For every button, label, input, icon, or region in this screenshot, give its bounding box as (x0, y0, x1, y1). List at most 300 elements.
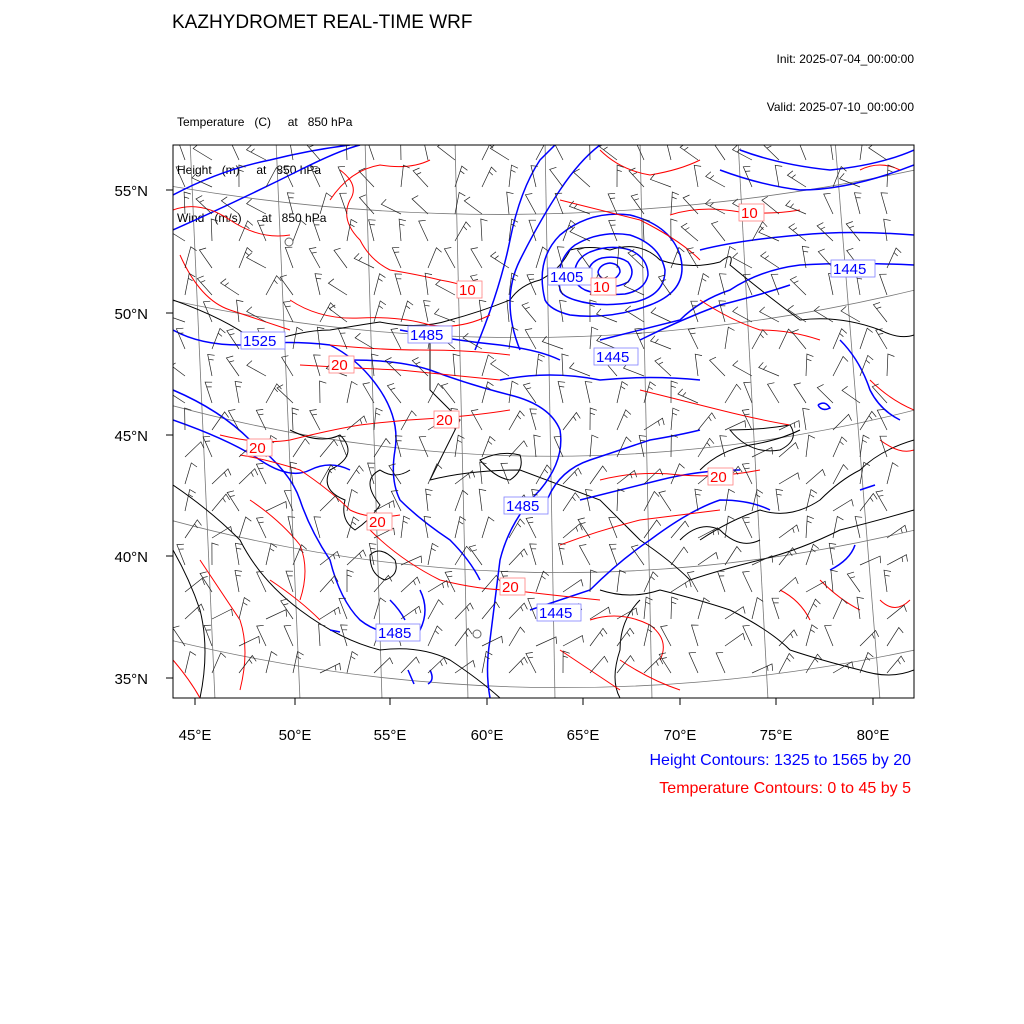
wind-barb (530, 544, 537, 565)
wind-barb (426, 489, 433, 511)
wind-barb (309, 248, 320, 269)
wind-barb (283, 301, 293, 322)
wind-barb (590, 656, 608, 673)
wind-barb (854, 193, 861, 214)
wind-barb (831, 570, 838, 592)
wind-barb (444, 248, 455, 269)
wind-barb (339, 436, 347, 457)
wind-barb (453, 354, 460, 376)
wind-barb (293, 439, 310, 457)
wind-barb (713, 140, 725, 160)
wind-barb (203, 301, 212, 322)
wind-barb (833, 599, 847, 619)
wind-barb (775, 165, 782, 187)
wind-barb (482, 636, 503, 646)
wind-barb (563, 413, 580, 431)
wind-barb (590, 628, 607, 646)
wind-barb (860, 138, 869, 160)
wind-barb (617, 628, 634, 646)
wind-barb (178, 139, 186, 160)
wind-barb (617, 570, 626, 592)
wind-barb (698, 528, 719, 538)
wind-barb (525, 194, 536, 215)
wind-barb (185, 442, 204, 457)
wind-barb (372, 354, 379, 376)
height-label (831, 260, 875, 278)
wind-barb (787, 171, 806, 187)
wind-barb (329, 305, 347, 322)
wind-barb (725, 516, 734, 538)
wind-barb (688, 328, 698, 349)
valid-time: Valid: 2025-07-10_00:00:00 (766, 100, 914, 114)
wind-barb (455, 661, 475, 674)
height-label (537, 604, 581, 622)
wind-barb (555, 193, 563, 214)
wind-barb (347, 652, 358, 673)
wind-barb (806, 625, 818, 646)
wind-barb (525, 329, 536, 349)
height-label (376, 624, 420, 642)
wind-barb (661, 626, 671, 647)
lat-label: 50°N (114, 306, 148, 323)
height-label (548, 268, 592, 286)
wind-barb (320, 193, 332, 214)
wind-barb (395, 436, 402, 457)
wind-barb (347, 570, 354, 592)
wind-barb (266, 544, 277, 565)
wind-barb (833, 465, 848, 484)
wind-barb (311, 166, 320, 187)
wind-barb (695, 354, 702, 376)
wind-barb (860, 328, 873, 349)
wind-barb (491, 360, 509, 376)
wind-barb (387, 383, 401, 403)
wind-barb (482, 517, 494, 538)
wind-barb (442, 383, 456, 403)
wind-barb (563, 493, 580, 511)
wind-barb (235, 543, 242, 565)
wind-barb (482, 167, 496, 187)
wind-barb (742, 463, 752, 484)
wind-barb (617, 410, 631, 430)
wind-barb (391, 328, 401, 349)
lat-label: 35°N (114, 671, 148, 688)
wind-barb (617, 489, 624, 511)
wind-barb (631, 194, 644, 214)
lon-label: 75°E (759, 727, 793, 744)
field-height: Height (m) at 850 hPa (177, 163, 322, 177)
wind-barb (401, 657, 419, 673)
wind-barb (743, 517, 753, 538)
wind-barb (212, 609, 233, 619)
wind-barb (196, 196, 212, 214)
wind-barb (887, 463, 898, 484)
wind-barb (221, 197, 239, 214)
wind-barb (881, 193, 888, 214)
wind-barb (482, 140, 497, 160)
wind-barb (464, 197, 482, 214)
wind-barb (509, 603, 527, 619)
wind-barb (617, 165, 624, 187)
height-label-text: 1445 (539, 605, 573, 622)
wind-barb (347, 466, 364, 484)
wind-barb (792, 330, 806, 350)
wind-barb (526, 517, 536, 538)
wind-barb (315, 274, 322, 295)
wind-barb (887, 628, 903, 647)
wind-barb (173, 626, 185, 646)
wind-barb (752, 330, 767, 349)
wind-barb (239, 636, 260, 646)
wind-barb (374, 658, 393, 673)
temperature-label-text: 10 (593, 279, 610, 296)
wind-barb (536, 571, 549, 592)
wind-barb (340, 193, 347, 214)
wind-barb (428, 626, 442, 646)
wind-barb (185, 520, 202, 538)
wind-barb (752, 598, 763, 619)
wind-barb (239, 165, 246, 187)
wind-barb (212, 527, 232, 539)
wind-barb (334, 248, 347, 268)
wind-barb (560, 300, 567, 322)
wind-barb (825, 625, 833, 646)
wind-barb (698, 413, 716, 430)
lon-label: 80°E (856, 727, 890, 744)
height-label-text: 1405 (550, 269, 584, 286)
wind-barb (609, 544, 617, 565)
wind-barb (212, 653, 226, 673)
wind-barb (698, 553, 718, 566)
wind-barb (590, 327, 598, 349)
wind-barb (563, 580, 583, 592)
wind-barb (743, 625, 752, 646)
wind-barb (247, 145, 267, 160)
wind-barb (743, 571, 752, 592)
wind-barb (374, 408, 383, 430)
wind-barb (392, 247, 401, 268)
wind-barb (563, 524, 582, 538)
wind-barb (401, 165, 410, 187)
wind-barb (368, 463, 375, 484)
wind-barb (530, 409, 537, 430)
wind-barb (694, 165, 701, 187)
wind-barb (860, 494, 877, 512)
wind-barb (509, 165, 518, 187)
wind-barb (586, 490, 593, 512)
temperature-label (708, 468, 733, 486)
wind-barb (806, 544, 819, 565)
wind-barb (507, 192, 514, 214)
wind-barb (227, 329, 239, 349)
wind-barb (320, 607, 340, 619)
wind-barb (239, 248, 253, 268)
wind-barb (752, 664, 773, 673)
wind-barb (617, 246, 625, 268)
wind-barb (479, 489, 486, 511)
wind-barb (884, 219, 891, 241)
wind-barb (227, 491, 239, 511)
wind-barb (256, 463, 266, 484)
wind-barb (536, 354, 545, 376)
wind-barb (239, 517, 251, 538)
wind-barb (833, 414, 852, 430)
wind-barb (833, 437, 847, 457)
wind-barb (534, 435, 541, 457)
wind-barb (424, 516, 431, 538)
wind-barb (609, 220, 617, 241)
wind-barb (401, 577, 420, 592)
temperature-label-text: 20 (249, 440, 266, 457)
wind-barb (412, 196, 428, 214)
wind-barb (841, 306, 860, 322)
wind-barb (725, 633, 745, 646)
field-temperature: Temperature (C) at 850 hPa (177, 115, 353, 129)
wind-barb (716, 652, 725, 673)
wind-barb (428, 248, 442, 268)
wind-barb (401, 138, 408, 160)
wind-barb (860, 631, 879, 647)
chart-title: KAZHYDROMET REAL-TIME WRF (172, 12, 473, 33)
wind-barb (574, 169, 590, 187)
wind-barb (590, 435, 598, 457)
wind-barb (829, 543, 836, 565)
wind-barb (482, 382, 494, 403)
wind-barb (509, 657, 528, 673)
height-label (241, 332, 285, 350)
wind-barb (877, 409, 887, 430)
temperature-label (591, 278, 616, 296)
wind-barb (806, 435, 815, 457)
wind-barb (542, 336, 563, 349)
wind-barb (659, 491, 671, 511)
wind-barb (706, 199, 726, 214)
init-time: Init: 2025-07-04_00:00:00 (776, 52, 914, 66)
wind-barb (671, 408, 679, 430)
wind-barb (481, 219, 488, 241)
wind-barb (803, 408, 810, 430)
wind-barb (842, 386, 860, 403)
wind-barb (482, 355, 494, 376)
lon-label: 50°E (278, 727, 312, 744)
height-label-text: 1485 (378, 625, 412, 642)
lat-label: 40°N (114, 549, 148, 566)
wind-barb (876, 491, 887, 511)
wind-barb (203, 436, 212, 457)
wind-barb (168, 359, 186, 376)
wind-barb (212, 412, 229, 430)
wind-barb (651, 336, 672, 349)
wind-barb (644, 658, 663, 673)
wind-barb (725, 421, 746, 430)
wind-barb (347, 382, 358, 404)
wind-barb (239, 598, 250, 619)
wind-barb (266, 168, 281, 187)
height-label (408, 326, 452, 344)
wind-barb (320, 440, 338, 457)
wind-barb (563, 468, 581, 484)
wind-barb (876, 329, 887, 349)
wind-barb (880, 274, 887, 295)
wind-barb (833, 516, 843, 538)
wind-barb (257, 220, 266, 241)
wind-barb (644, 418, 664, 430)
wind-barb (824, 193, 833, 214)
wind-barb (536, 247, 548, 268)
wind-barb (471, 248, 482, 268)
wind-barb (509, 381, 518, 403)
wind-barb (644, 492, 659, 512)
wind-barb (597, 335, 617, 349)
wind-barb (320, 496, 339, 511)
wind-barb (230, 139, 239, 160)
temperature-label (434, 411, 459, 429)
wind-barb (413, 168, 428, 187)
wind-barb (490, 144, 509, 160)
wind-barb (177, 544, 185, 565)
wind-barb (761, 252, 779, 268)
wind-barb (671, 435, 678, 457)
wind-barb (289, 138, 296, 160)
height-label-text: 1485 (410, 327, 444, 344)
wind-barb (698, 274, 709, 295)
wind-barb (671, 597, 678, 619)
wind-barb (347, 416, 367, 430)
wind-barb (860, 355, 873, 376)
wind-barb (578, 518, 590, 538)
wind-barb (718, 571, 726, 592)
wind-barb (509, 627, 525, 646)
wind-barb (374, 301, 386, 322)
wind-barb (184, 192, 191, 214)
wind-barb (585, 382, 592, 404)
wind-barb (846, 222, 860, 242)
station-marker (473, 630, 481, 638)
wind-barb (313, 220, 320, 241)
wind-barb (779, 525, 799, 538)
station-marker (285, 238, 293, 246)
wind-barb (733, 361, 752, 376)
wind-barb (768, 383, 780, 403)
wind-barb (389, 464, 401, 484)
wind-barb (266, 610, 287, 619)
wind-barb (257, 517, 267, 538)
wind-barb (369, 220, 376, 241)
wind-barb (833, 500, 853, 512)
wind-barb (239, 469, 258, 484)
wind-barb (320, 381, 327, 403)
wind-barb (617, 656, 634, 673)
wind-barb (779, 577, 798, 592)
wind-barb (374, 439, 390, 458)
height-label-text: 1525 (243, 333, 277, 350)
wind-barb (644, 572, 658, 592)
wind-barb (284, 625, 293, 646)
wind-barb (644, 520, 661, 538)
wind-barb (743, 166, 752, 187)
wind-barb (310, 410, 320, 431)
temperature-label-text: 20 (369, 514, 386, 531)
temperature-label-text: 20 (436, 412, 453, 429)
wind-barb (385, 358, 401, 377)
wind-barb (237, 300, 244, 322)
wind-barb (286, 571, 293, 592)
lon-label: 55°E (373, 727, 407, 744)
wind-barb (204, 625, 212, 646)
wind-barb (469, 545, 482, 565)
wind-barb (635, 139, 644, 160)
wind-barb (501, 463, 509, 484)
wind-barb (550, 167, 563, 187)
wind-barb (887, 165, 895, 187)
wind-barb (509, 411, 525, 430)
wind-barb (347, 490, 358, 512)
wind-barb (374, 501, 395, 511)
wind-barb (292, 408, 299, 430)
wind-barb (424, 301, 431, 323)
wind-barb (455, 603, 473, 619)
wind-barb (293, 221, 306, 242)
wind-barb (212, 494, 230, 511)
wind-barb (285, 247, 293, 268)
wind-barb (817, 223, 833, 241)
wind-barb (887, 354, 894, 376)
wind-barb (779, 630, 797, 646)
wind-barb (563, 636, 584, 646)
wind-barb (579, 545, 590, 566)
wind-barb (671, 580, 691, 592)
wind-barb (733, 253, 752, 268)
wind-barb (725, 327, 735, 349)
wind-barb (247, 199, 266, 214)
wind-barb (847, 572, 860, 592)
wind-barb (212, 329, 225, 350)
wind-barb (617, 471, 637, 485)
wind-barb (742, 409, 752, 430)
wind-barb (509, 549, 527, 565)
wind-barb (779, 473, 799, 484)
lon-label: 65°E (566, 727, 600, 744)
height-label (504, 497, 548, 515)
wind-barb (771, 274, 779, 295)
wind-barb (762, 197, 779, 215)
wind-barb (185, 463, 197, 484)
wind-barb (471, 410, 482, 431)
wind-barb (374, 274, 385, 295)
wind-barb (164, 309, 185, 322)
wind-barb (320, 663, 341, 673)
wind-barb (692, 625, 699, 646)
wind-barb (247, 253, 266, 268)
wind-barb (197, 276, 212, 295)
wind-barb (744, 274, 753, 295)
wind-barb (860, 653, 873, 674)
height-label-text: 1445 (596, 349, 630, 366)
wind-barb (817, 384, 833, 403)
temperature-label (329, 356, 354, 374)
wind-barb (328, 279, 347, 295)
wind-barb (319, 624, 326, 646)
wind-barb (806, 470, 825, 485)
wind-barb (833, 357, 848, 377)
wind-barb (395, 274, 402, 295)
wind-barb (855, 517, 862, 539)
wind-barb (659, 653, 671, 673)
wind-barb (860, 435, 869, 457)
temperature-label (367, 513, 392, 531)
temperature-label-text: 10 (459, 282, 476, 299)
wind-barb (644, 597, 653, 619)
